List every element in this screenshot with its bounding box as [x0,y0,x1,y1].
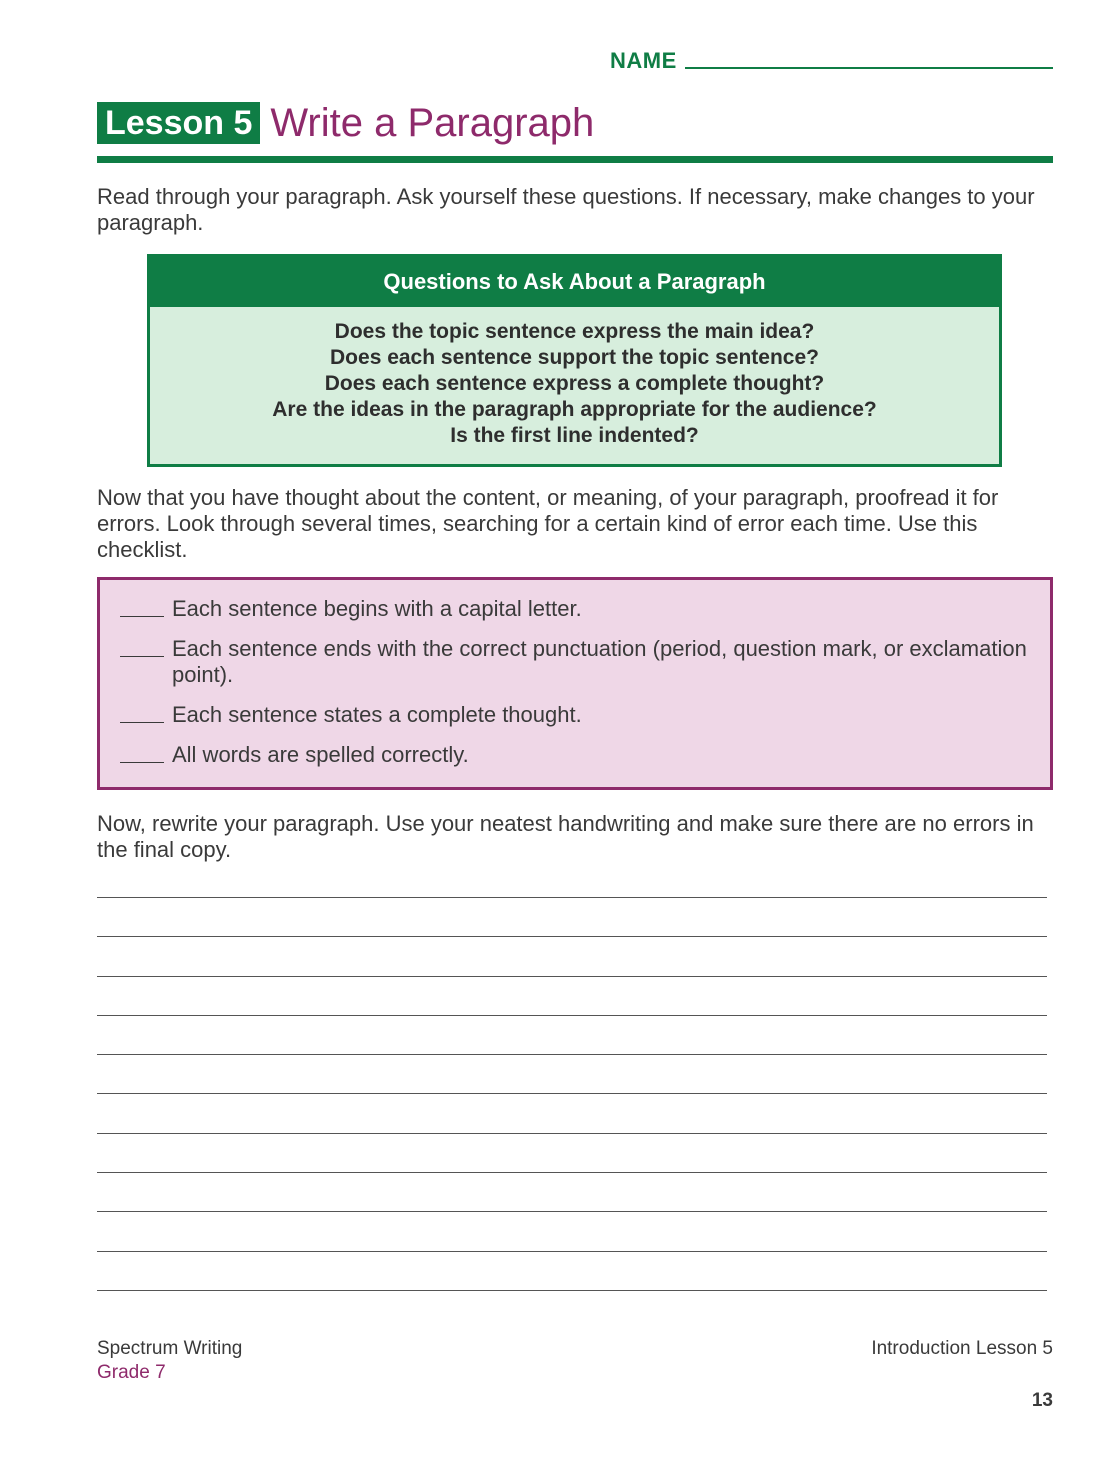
lesson-header [97,100,594,146]
footer-book-info [97,1337,242,1385]
footer-book-title: Spectrum Writing [97,1338,243,1359]
writing-line[interactable] [97,1133,1047,1134]
page-number: 13 [1031,1390,1053,1411]
writing-line[interactable] [97,1251,1047,1252]
question-item: Are the ideas in the paragraph appropriate for the audience? [272,398,877,421]
checklist-item-text: Each sentence states a complete thought. [172,702,582,727]
footer-grade: Grade 7 [97,1362,166,1383]
question-item: Does each sentence support the topic sentence? [330,346,819,369]
name-field [610,46,1053,74]
writing-line[interactable] [97,1093,1047,1094]
writing-line[interactable] [97,897,1047,898]
rewrite-paragraph: Now, rewrite your paragraph. Use your neatest handwriting and make sure there are no errors in the final copy. [97,811,1034,862]
question-item: Is the first line indented? [450,424,699,447]
questions-box [147,254,1002,467]
question-item: Does each sentence express a complete thought? [324,372,825,395]
question-item: Does the topic sentence express the main idea? [334,320,815,343]
check-blank[interactable] [120,636,164,657]
writing-line[interactable] [97,1211,1047,1212]
check-blank[interactable] [120,702,164,723]
questions-box-title: Questions to Ask About a Paragraph [150,257,999,307]
check-blank[interactable] [120,742,164,763]
footer-section: Introduction Lesson 5 [871,1338,1053,1359]
writing-area [97,897,1047,1329]
checklist-item-text: Each sentence begins with a capital letter. [172,596,582,621]
writing-line[interactable] [97,1054,1047,1055]
checklist-item [120,742,1030,768]
writing-line[interactable] [97,976,1047,977]
writing-line[interactable] [97,1290,1047,1291]
name-label: NAME [610,48,677,73]
header-divider [97,156,1053,163]
writing-line[interactable] [97,1015,1047,1016]
checklist-item [120,702,1030,728]
checklist-box [97,577,1053,790]
lesson-title: Write a Paragraph [270,101,595,145]
writing-line[interactable] [97,936,1047,937]
checklist-item-text: All words are spelled correctly. [172,742,469,767]
name-blank-line[interactable] [685,67,1053,69]
checklist-item [120,636,1030,688]
checklist-item-text: Each sentence ends with the correct punctuation (period, question mark, or exclamation point). [172,636,1027,687]
proofread-paragraph: Now that you have thought about the content, or meaning, of your paragraph, proofread it for errors. Look through several times, searching for a certain kind of error each time. Use this checklist. [97,485,999,562]
checklist-item [120,596,1030,622]
intro-paragraph: Read through your paragraph. Ask yourself these questions. If necessary, make changes to your paragraph. [97,184,1035,235]
questions-list [150,307,999,449]
check-blank[interactable] [120,596,164,617]
writing-line[interactable] [97,1172,1047,1173]
lesson-badge: Lesson 5 [97,102,260,144]
